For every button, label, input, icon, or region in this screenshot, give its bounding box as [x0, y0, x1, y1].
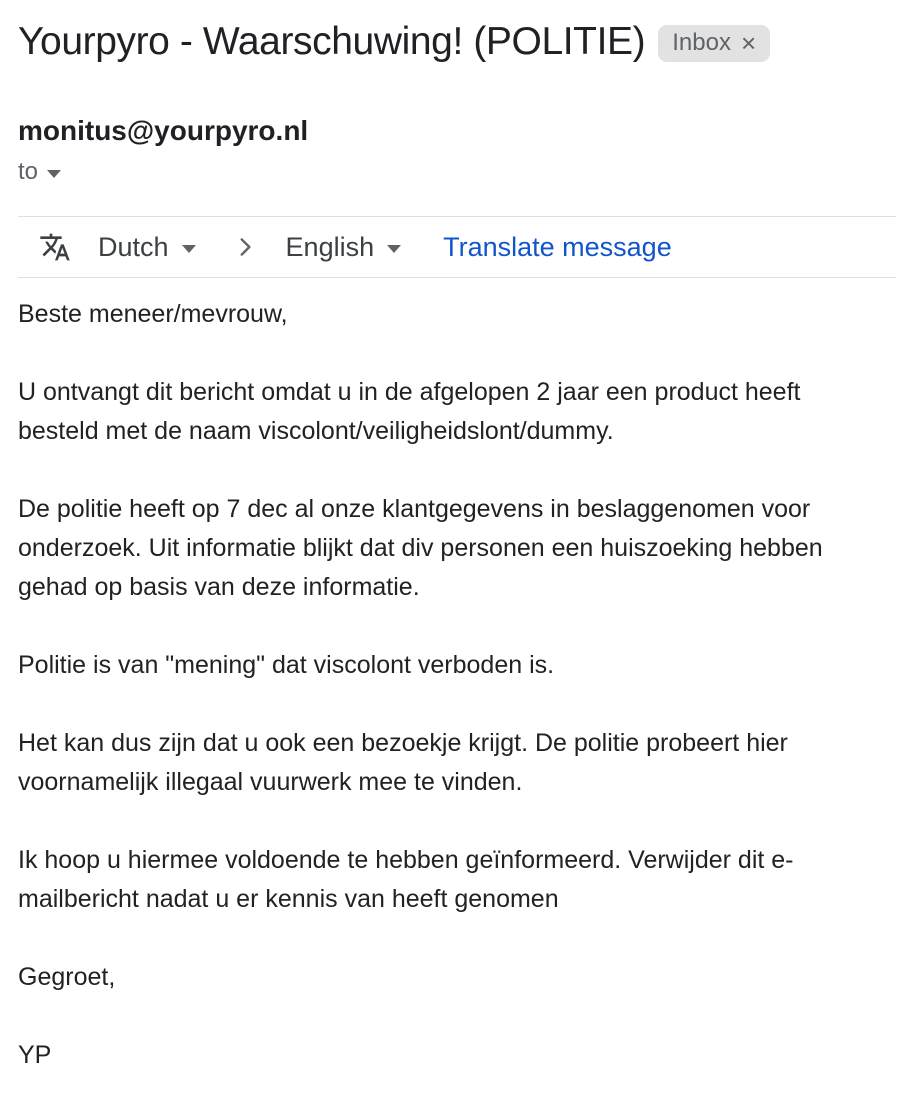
chevron-down-icon [387, 245, 401, 253]
sender-email[interactable]: monitus@yourpyro.nl [18, 115, 309, 146]
remove-label-icon[interactable]: × [740, 28, 757, 58]
source-language-label: Dutch [98, 231, 169, 262]
translate-icon [38, 230, 72, 264]
body-paragraph: Ik hoop u hiermee voldoende te hebben geïnformeerd. Verwijder dit e-mailbericht nadat u er kennis van heeft genomen [18, 846, 794, 913]
body-paragraph: Beste meneer/mevrouw, [18, 300, 288, 328]
body-paragraph: Het kan dus zijn dat u ook een bezoekje krijgt. De politie probeert hier voornamelijk illegaal vuurwerk mee te vinden. [18, 729, 788, 796]
sender-block [18, 114, 896, 187]
target-language-dropdown[interactable] [286, 232, 402, 263]
source-language-dropdown[interactable] [98, 232, 196, 263]
recipient-details-toggle[interactable] [18, 157, 61, 187]
target-language-label: English [285, 231, 375, 262]
chevron-down-icon [182, 245, 196, 253]
to-label: to [18, 158, 39, 185]
email-body [18, 278, 878, 1075]
body-paragraph: De politie heeft op 7 dec al onze klantgegevens in beslaggenomen voor onderzoek. Uit informatie blijkt dat div personen een huiszoeking hebben gehad op basis van deze informatie. [18, 495, 823, 601]
chevron-down-icon [47, 170, 61, 178]
inbox-label-text: Inbox [672, 29, 731, 56]
translate-bar [18, 216, 896, 278]
subject-row [18, 16, 896, 64]
body-paragraph: Politie is van "mening" dat viscolont verboden is. [18, 651, 555, 679]
body-paragraph: U ontvangt dit bericht omdat u in de afgelopen 2 jaar een product heeft besteld met de naam viscolont/veiligheidslont/dummy. [18, 378, 801, 445]
body-paragraph: Gegroet, [18, 963, 116, 991]
translate-message-link[interactable]: Translate message [443, 231, 672, 262]
email-subject: Yourpyro - Waarschuwing! (POLITIE) [18, 20, 646, 63]
body-paragraph: YP [18, 1041, 52, 1069]
inbox-label-chip[interactable] [658, 25, 770, 62]
chevron-right-icon [232, 234, 258, 260]
